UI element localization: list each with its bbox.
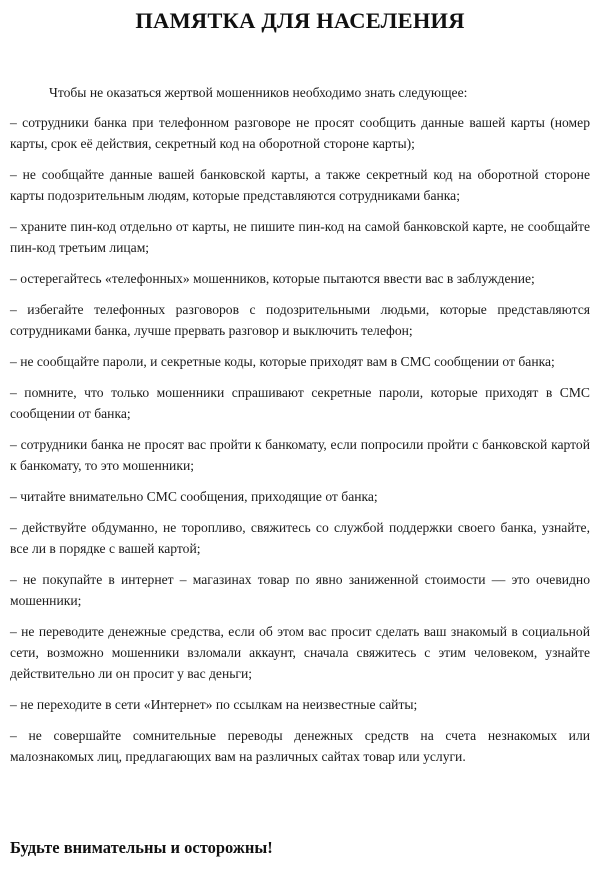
advice-item-2: – не сообщайте данные вашей банковской карты, а также секретный код на оборотной стороне карты подозрительным людям, которые представляются сотрудниками банка; (10, 167, 590, 203)
advice-item-12: – не переводите денежные средства, если об этом вас просит сделать ваш знакомый в социальной сети, возможно мошенники взломали аккаунт, сначала свяжитесь с этим человеком, узнайте действительно ли он просит у вас деньги; (10, 624, 590, 681)
advice-item-10: – действуйте обдуманно, не торопливо, свяжитесь со службой поддержки своего банка, узнайте, все ли в порядке с вашей картой; (10, 520, 590, 556)
advice-item-6: – не сообщайте пароли, и секретные коды, которые приходят вам в СМС сообщении от банка; (10, 354, 555, 369)
advice-item-14: – не совершайте сомнительные переводы денежных средств на счета незнакомых или малознакомых лиц, предлагающих вам на различных сайтах товар или услуги. (10, 728, 590, 764)
advice-item-1: – сотрудники банка при телефонном разговоре не просят сообщить данные вашей карты (номер карты, срок её действия, секретный код на оборотной стороне карты); (10, 115, 590, 151)
closing-note: Будьте внимательны и осторожны! (10, 838, 273, 857)
page-title: ПАМЯТКА ДЛЯ НАСЕЛЕНИЯ (135, 8, 465, 33)
advice-item-5: – избегайте телефонных разговоров с подозрительными людьми, которые представляются сотрудниками банка, лучше прервать разговор и выключить телефон; (10, 302, 590, 338)
advice-item-9: – читайте внимательно СМС сообщения, приходящие от банка; (10, 489, 378, 504)
advice-item-13: – не переходите в сети «Интернет» по ссылкам на неизвестные сайты; (10, 697, 418, 712)
advice-item-7: – помните, что только мошенники спрашивают секретные пароли, которые приходят в СМС сообщении от банка; (10, 385, 590, 421)
advice-item-3: – храните пин-код отдельно от карты, не пишите пин-код на самой банковской карте, не сообщайте пин-код третьим лицам; (10, 219, 590, 255)
advice-item-8: – сотрудники банка не просят вас пройти к банкомату, если попросили пройти с банковской картой к банкомату, то это мошенники; (10, 437, 590, 473)
advice-list (10, 112, 590, 777)
advice-item-11: – не покупайте в интернет – магазинах товар по явно заниженной стоимости — это очевидно мошенники; (10, 572, 590, 608)
advice-item-4: – остерегайтесь «телефонных» мошенников, которые пытаются ввести вас в заблуждение; (10, 271, 535, 286)
intro-paragraph: Чтобы не оказаться жертвой мошенников необходимо знать следующее: (49, 85, 468, 100)
